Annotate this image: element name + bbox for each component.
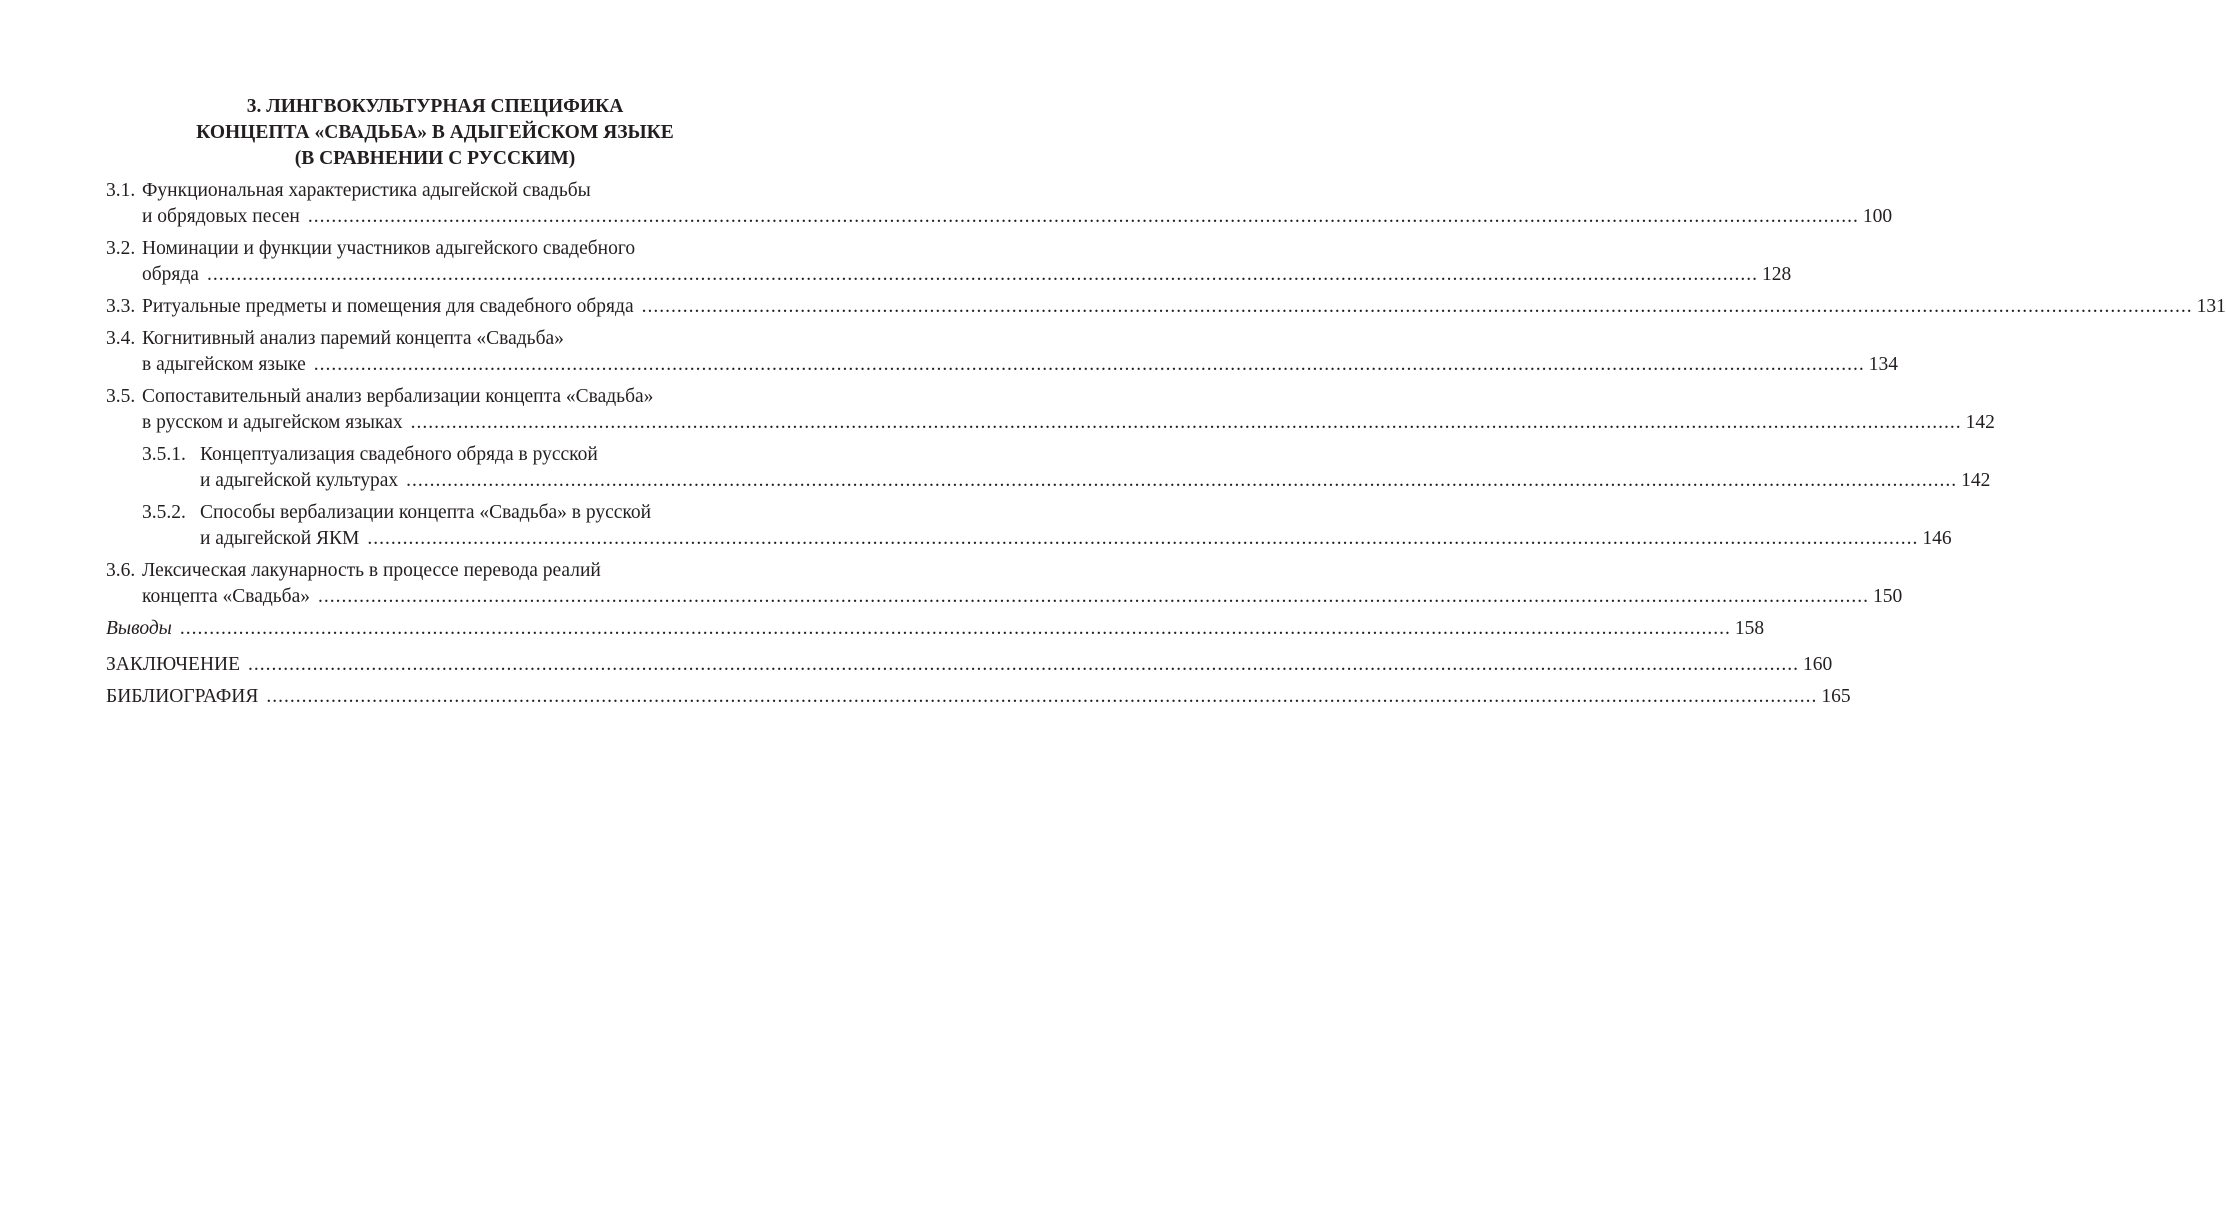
toc-page — [106, 94, 2226, 710]
toc-page-number: 128 — [1761, 264, 1792, 285]
chapter-title-line-3: (В СРАВНЕНИИ С РУССКИМ) — [294, 148, 576, 169]
dot-leader — [367, 526, 1918, 552]
toc-page-number: 131 — [2196, 296, 2226, 317]
toc-entry-3-5[interactable] — [106, 384, 1995, 436]
dot-leader — [642, 294, 2193, 320]
toc-entry-number: 3.2. — [106, 238, 136, 259]
toc-page-number: 150 — [1873, 586, 1903, 607]
toc-entry-number: 3.4. — [106, 328, 136, 349]
toc-page-number: 100 — [1862, 206, 1893, 227]
toc-entry-title: Когнитивный анализ паремий концепта «Свадьба» — [142, 328, 564, 349]
toc-entry-title-cont: и адыгейской культурах — [200, 470, 399, 491]
toc-entry-3-6[interactable] — [106, 558, 1903, 610]
toc-entry-title-cont: обряда — [142, 264, 199, 285]
toc-entry-number: 3.1. — [106, 180, 136, 201]
toc-entry-title: ЗАКЛЮЧЕНИЕ — [106, 654, 241, 675]
chapter-title — [106, 94, 764, 172]
toc-page-number: 142 — [1965, 412, 1995, 433]
toc-entry-number: 3.5.2. — [142, 502, 186, 523]
toc-page-number: 134 — [1868, 354, 1898, 375]
dot-leader — [406, 468, 1957, 494]
toc-entry-title-cont: концепта «Свадьба» — [142, 586, 310, 607]
dot-leader — [180, 616, 1731, 642]
dot-leader — [308, 204, 1859, 230]
toc-entry-number: 3.5.1. — [142, 444, 186, 465]
toc-entry-title: Ритуальные предметы и помещения для свадебного обряда — [142, 296, 634, 317]
toc-entry-3-5-1[interactable] — [142, 442, 1991, 494]
toc-page-number: 142 — [1961, 470, 1991, 491]
toc-entry-number: 3.5. — [106, 386, 136, 407]
dot-leader — [248, 652, 1799, 678]
toc-entry-title-cont: и адыгейской ЯКМ — [200, 528, 360, 549]
toc-entry-3-4[interactable] — [106, 326, 1898, 378]
toc-entry-bibliografiya[interactable] — [106, 684, 1851, 710]
toc-entry-number: 3.6. — [106, 560, 136, 581]
toc-entry-3-1[interactable] — [106, 178, 1893, 230]
dot-leader — [314, 352, 1865, 378]
dot-leader — [207, 262, 1758, 288]
toc-entry-title: Номинации и функции участников адыгейского свадебного — [142, 238, 636, 259]
toc-entry-3-5-2[interactable] — [142, 500, 1952, 552]
toc-entry-title: Функциональная характеристика адыгейской свадьбы — [142, 180, 591, 201]
toc-entry-zaklyuchenie[interactable] — [106, 652, 1833, 678]
toc-page-number: 165 — [1821, 686, 1851, 707]
dot-leader — [411, 410, 1962, 436]
toc-entry-3-3[interactable] — [106, 294, 2226, 320]
toc-entry-title-cont: и обрядовых песен — [142, 206, 300, 227]
toc-entry-number: 3.3. — [106, 296, 136, 317]
toc-entry-title: Концептуализация свадебного обряда в русской — [200, 444, 598, 465]
toc-entry-title: Лексическая лакунарность в процессе перевода реалий — [142, 560, 601, 581]
chapter-title-line-2: КОНЦЕПТА «СВАДЬБА» В АДЫГЕЙСКОМ ЯЗЫКЕ — [196, 122, 674, 143]
toc-entry-title-cont: в русском и адыгейском языках — [142, 412, 403, 433]
dot-leader — [318, 584, 1869, 610]
toc-entry-title: Способы вербализации концепта «Свадьба» в русской — [200, 502, 652, 523]
toc-entry-3-2[interactable] — [106, 236, 1792, 288]
toc-page-number: 158 — [1734, 618, 1765, 639]
toc-page-number: 160 — [1803, 654, 1833, 675]
toc-entry-title: Сопоставительный анализ вербализации концепта «Свадьба» — [142, 386, 654, 407]
table-of-contents — [106, 178, 2226, 710]
dot-leader — [266, 684, 1817, 710]
toc-entry-title: Выводы — [106, 618, 172, 639]
toc-entry-conclusions[interactable] — [106, 616, 1765, 642]
toc-entry-title-cont: в адыгейском языке — [142, 354, 306, 375]
chapter-title-line-1: 3. ЛИНГВОКУЛЬТУРНАЯ СПЕЦИФИКА — [246, 96, 624, 117]
toc-page-number: 146 — [1922, 528, 1952, 549]
toc-entry-title: БИБЛИОГРАФИЯ — [106, 686, 259, 707]
